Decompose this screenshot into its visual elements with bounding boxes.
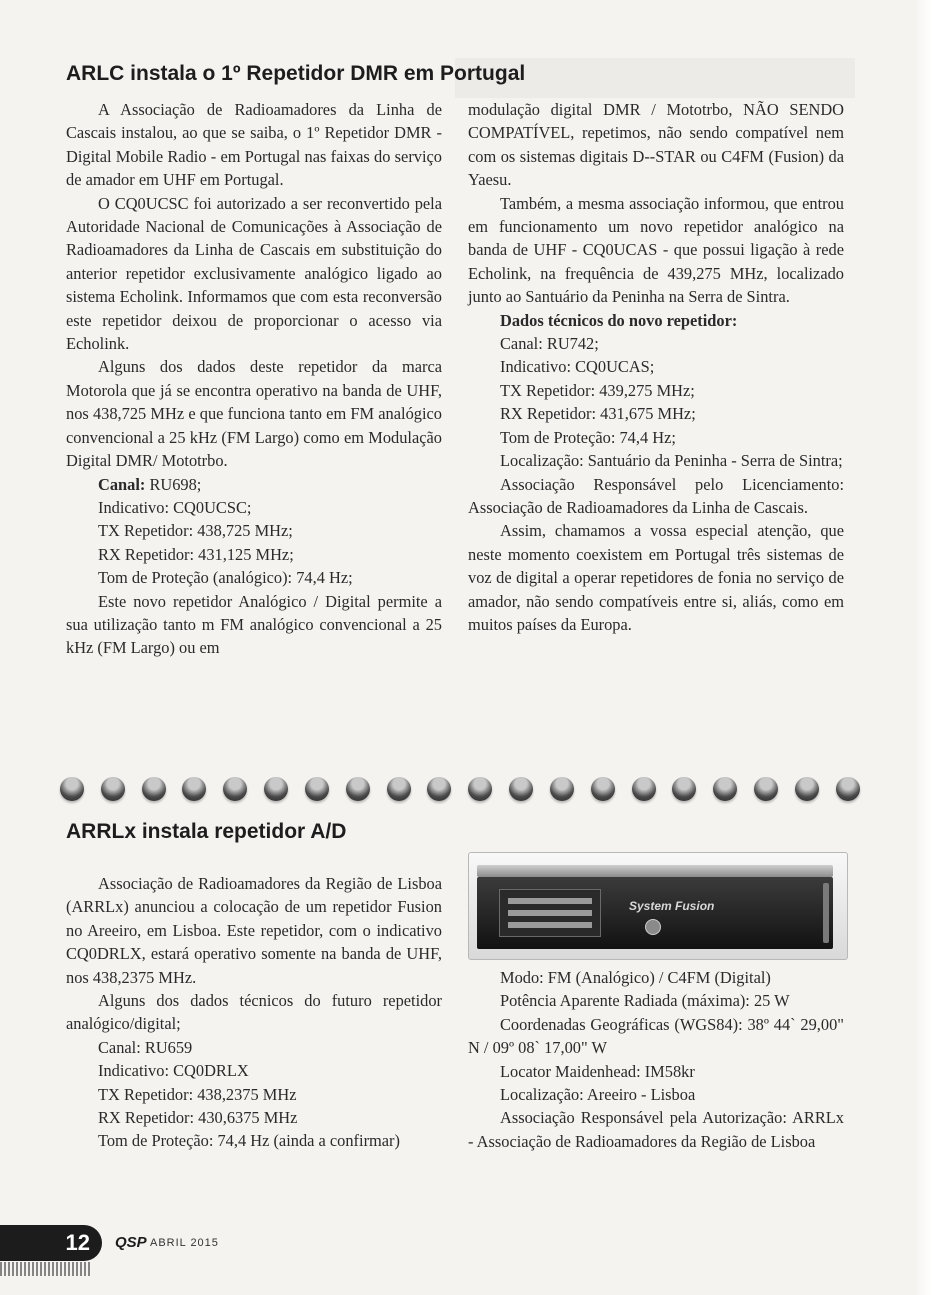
- spec-associacao: Associação Responsável pela Autorização: ARRLx - Associação de Radioamadores da Região de Lisboa: [468, 1108, 844, 1151]
- spec-localizacao: Localização: Santuário da Peninha - Serra de Sintra;: [500, 451, 843, 471]
- paragraph: Também, a mesma associação informou, que entrou em funcionamento um novo repetidor analógico na banda de UHF - CQ0UCAS - que possui ligação à rede Echolink, na frequência de 439,275 MHz, localizado junto ao Santuário da Peninha na Serra de Sintra.: [468, 193, 844, 307]
- spec-label: Canal:: [98, 474, 146, 494]
- knob: [645, 919, 661, 935]
- spec-rx: RX Repetidor: 431,125 MHz;: [98, 544, 294, 564]
- divider-dot: [101, 777, 125, 801]
- divider-dot: [754, 777, 778, 801]
- paragraph: Associação de Radioamadores da Região de Lisboa (ARRLx) anunciou a colocação de um repetidor Fusion no Areeiro, em Lisboa. Este repetidor, com o indicativo CQ0DRLX, estará operativo somente na banda de UHF, nos 438,2375 MHz.: [66, 874, 442, 987]
- divider-dot: [346, 777, 370, 801]
- display-panel: [499, 889, 601, 937]
- spec-tx: TX Repetidor: 438,725 MHz;: [98, 521, 293, 541]
- print-marks: [0, 1262, 90, 1276]
- paragraph: O CQ0UCSC foi autorizado a ser reconvertido pela Autoridade Nacional de Comunicações à Associação de Radioamadores da Linha de Cascais em substituição do anterior repetidor exclusivamente analógico ligado ao sistema Echolink. Informamos que com esta reconversão este repetidor deixou de proporcionar o acesso via Echolink.: [66, 193, 442, 354]
- repeater-photo: [468, 852, 848, 960]
- divider-dot: [836, 777, 860, 801]
- divider-dot: [795, 777, 819, 801]
- divider-dot: [550, 777, 574, 801]
- paragraph: Este novo repetidor Analógico / Digital permite a sua utilização tanto m FM analógico convencional a 25 kHz (FM Largo) ou em: [66, 591, 442, 658]
- page-edge: [914, 0, 932, 1295]
- article-left-column: [66, 872, 442, 1153]
- spec-canal: [66, 473, 442, 496]
- spec-tx: TX Repetidor: 439,275 MHz;: [500, 380, 695, 400]
- paragraph: A Associação de Radioamadores da Linha de Cascais instalou, ao que se saiba, o 1º Repetidor DMR - Digital Mobile Radio - em Portugal nas faixas do serviço de amador em UHF em Portugal.: [66, 100, 442, 190]
- spec-localizacao: Localização: Areeiro - Lisboa: [500, 1085, 696, 1105]
- divider-dot: [672, 777, 696, 801]
- divider-dot: [387, 777, 411, 801]
- spec-rx: RX Repetidor: 431,675 MHz;: [500, 404, 696, 424]
- magazine-logo: QSP: [115, 1234, 147, 1251]
- divider-dot: [223, 777, 247, 801]
- spec-title: Dados técnicos do novo repetidor:: [500, 310, 738, 330]
- photo-brand-label: System Fusion: [629, 899, 715, 913]
- spec-potencia: Potência Aparente Radiada (máxima): 25 W: [500, 991, 790, 1011]
- issue-date: ABRIL 2015: [150, 1237, 219, 1249]
- page-footer: [0, 1225, 300, 1265]
- dot-divider: [60, 770, 860, 808]
- spec-tx: TX Repetidor: 438,2375 MHz: [98, 1084, 297, 1104]
- divider-dot: [305, 777, 329, 801]
- spec-locator: Locator Maidenhead: IM58kr: [500, 1061, 695, 1081]
- spec-value: RU698;: [145, 474, 202, 494]
- divider-dot: [468, 777, 492, 801]
- spec-rx: RX Repetidor: 430,6375 MHz: [98, 1108, 298, 1128]
- paragraph: Alguns dos dados deste repetidor da marca Motorola que já se encontra operativo na banda de UHF, nos 438,725 MHz e que funciona tanto em FM analógico convencional a 25 kHz (FM Largo) como em Modulação Digital DMR/ Mototrbo.: [66, 357, 442, 471]
- divider-dot: [182, 777, 206, 801]
- spec-indicativo: Indicativo: CQ0UCSC;: [98, 497, 252, 517]
- paragraph: modulação digital DMR / Mototrbo, NÃO SENDO COMPATÍVEL, repetimos, não sendo compatível nem com os sistemas digitais D--STAR ou C4FM (Fusion) da Yaesu.: [468, 100, 844, 190]
- article-left-column: [66, 98, 442, 660]
- spec-tom: Tom de Proteção (analógico): 74,4 Hz;: [98, 568, 353, 588]
- spec-modo: Modo: FM (Analógico) / C4FM (Digital): [500, 968, 771, 987]
- divider-dot: [60, 777, 84, 801]
- spec-tom: Tom de Proteção: 74,4 Hz;: [500, 427, 676, 447]
- paragraph: Alguns dos dados técnicos do futuro repetidor analógico/digital;: [66, 991, 442, 1034]
- spec-indicativo: Indicativo: CQ0UCAS;: [500, 357, 655, 377]
- article-title: ARRLx instala repetidor A/D: [66, 820, 347, 843]
- paragraph: Assim, chamamos a vossa especial atenção, que neste momento coexistem em Portugal três sistemas de voz de digital a operar repetidores de fonia no serviço de amador, não sendo compatíveis entre si, aliás, como em muitos países da Europa.: [468, 521, 844, 634]
- spec-canal: Canal: RU659: [98, 1037, 193, 1057]
- rack-handle: [823, 883, 829, 943]
- divider-dot: [591, 777, 615, 801]
- divider-dot: [509, 777, 533, 801]
- spec-canal: Canal: RU742;: [500, 334, 599, 354]
- divider-dot: [632, 777, 656, 801]
- article-right-column: [468, 966, 844, 1153]
- article-right-column: [468, 98, 844, 636]
- divider-dot: [713, 777, 737, 801]
- spec-coordenadas: Coordenadas Geográficas (WGS84): 38º 44` 29,00" N / 09º 08` 17,00" W: [468, 1014, 844, 1058]
- divider-dot: [142, 777, 166, 801]
- spec-indicativo: Indicativo: CQ0DRLX: [98, 1061, 249, 1081]
- divider-dot: [427, 777, 451, 801]
- spec-associacao: Associação Responsável pelo Licenciamento: Associação de Radioamadores da Linha de Cascais.: [468, 474, 844, 517]
- page-number: 12: [0, 1225, 102, 1261]
- divider-dot: [264, 777, 288, 801]
- article-title: ARLC instala o 1º Repetidor DMR em Portugal: [66, 62, 526, 85]
- spec-tom: Tom de Proteção: 74,4 Hz (ainda a confirmar): [98, 1131, 400, 1151]
